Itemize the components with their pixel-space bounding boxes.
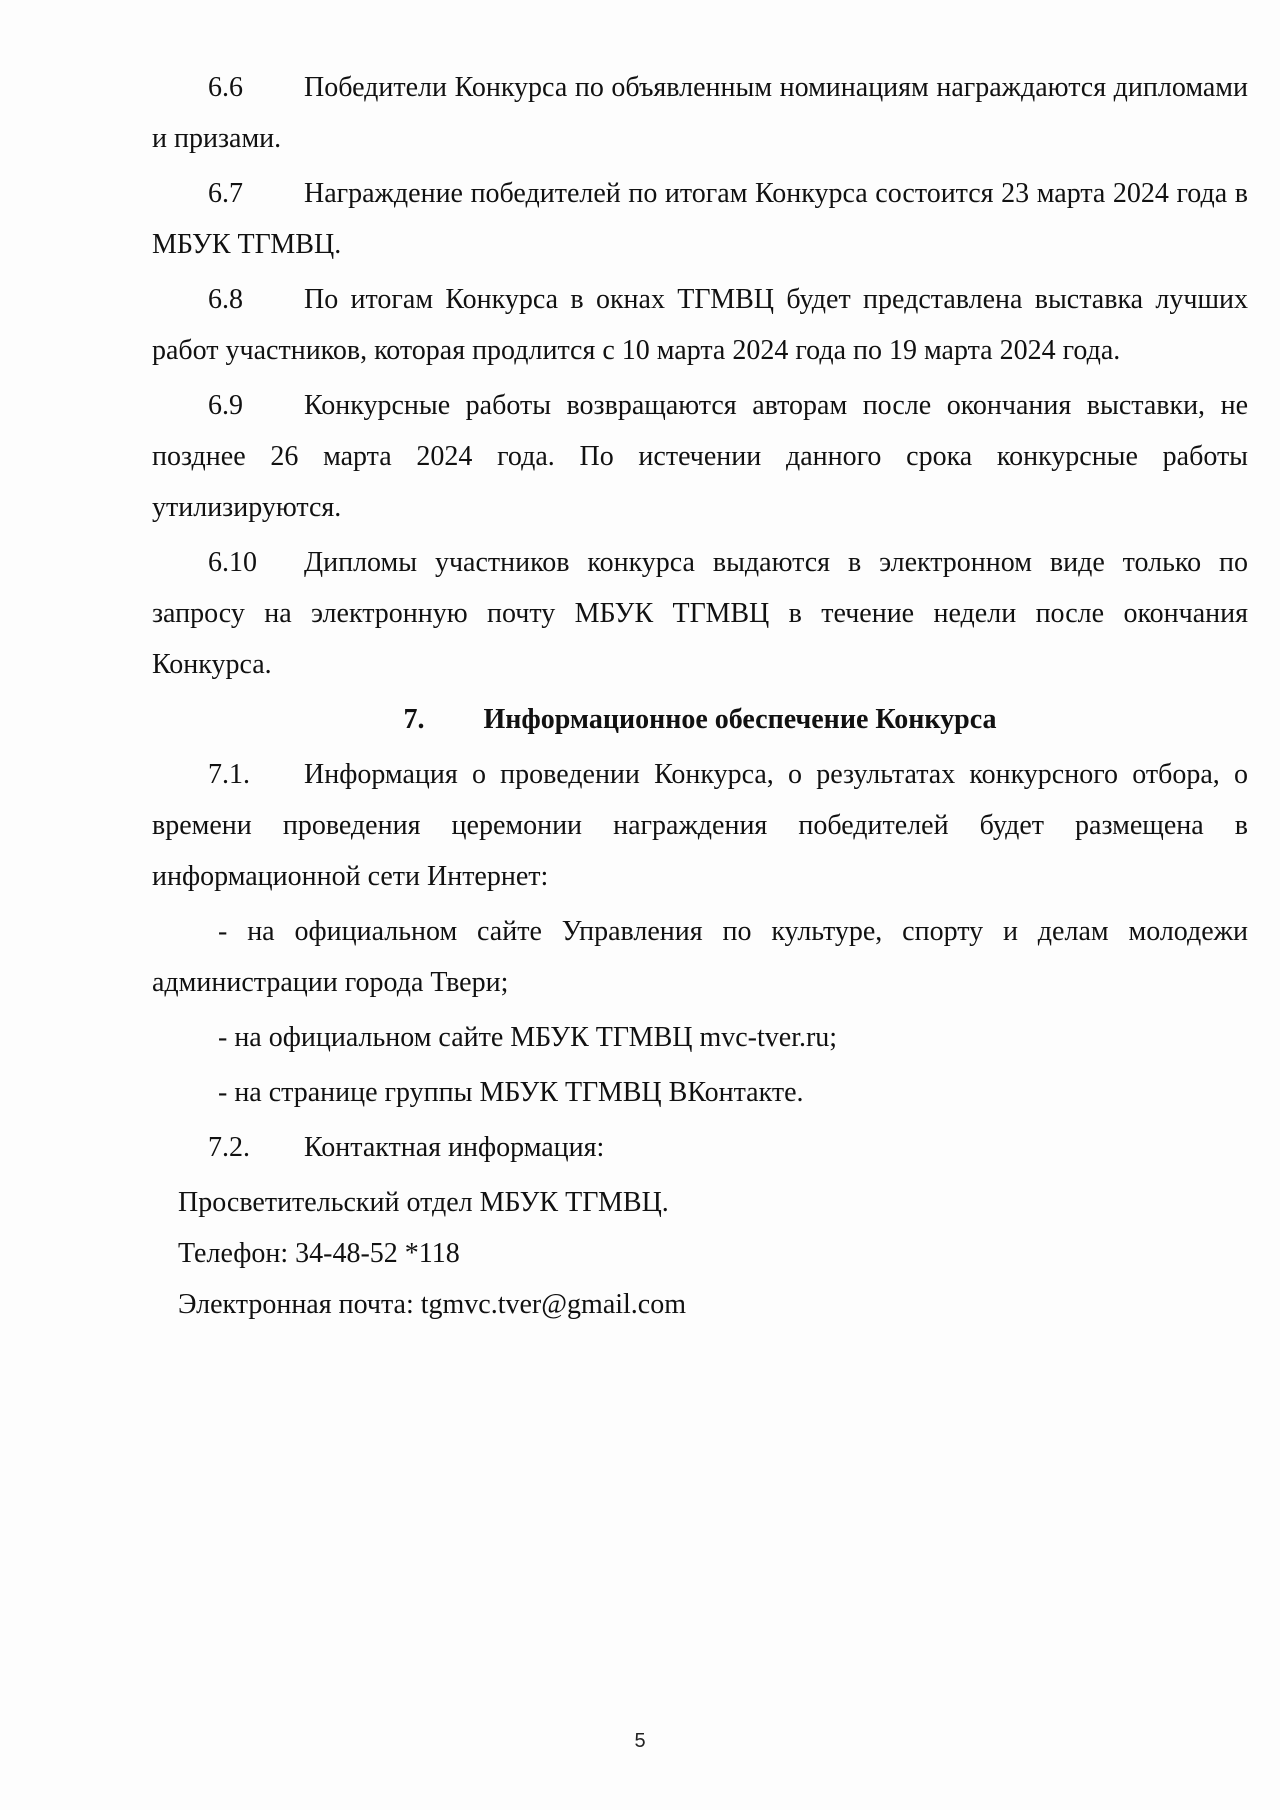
section-number: 7. xyxy=(403,704,425,735)
clause-text: Конкурсные работы возвращаются авторам после окончания выставки, не позднее 26 марта 2024 года. По истечении данного срока конкурсные работы утилизируются. xyxy=(152,390,1248,523)
clause-7-1 xyxy=(152,749,1248,902)
clause-text: Дипломы участников конкурса выдаются в электронном виде только по запросу на электронную почту МБУК ТГМВЦ в течение недели после окончания Конкурса. xyxy=(152,547,1248,680)
bullet-item: - на странице группы МБУК ТГМВЦ ВКонтакте. xyxy=(218,1077,804,1108)
clause-text: Награждение победителей по итогам Конкурса состоится 23 марта 2024 года в МБУК ТГМВЦ. xyxy=(152,178,1248,260)
clause-number: 7.1. xyxy=(208,759,250,790)
clause-7-2 xyxy=(152,1122,1248,1173)
contact-phone: Телефон: 34-48-52 *118 xyxy=(178,1238,460,1269)
clause-number: 7.2. xyxy=(208,1132,250,1163)
contact-email: Электронная почта: tgmvc.tver@gmail.com xyxy=(178,1289,687,1320)
clause-6-9 xyxy=(152,380,1248,533)
section-title: Информационное обеспечение Конкурса xyxy=(483,704,997,735)
bullet-item: - на официальном сайте Управления по культуре, спорту и делам молодежи администрации города Твери; xyxy=(152,916,1248,998)
clause-number: 6.10 xyxy=(208,547,257,578)
clause-text: Контактная информация: xyxy=(304,1132,605,1163)
section-heading-7 xyxy=(152,694,1248,745)
contact-department: Просветительский отдел МБУК ТГМВЦ. xyxy=(178,1187,669,1218)
clause-6-8 xyxy=(152,274,1248,376)
clause-text: По итогам Конкурса в окнах ТГМВЦ будет представлена выставка лучших работ участников, которая продлится с 10 марта 2024 года по 19 марта 2024 года. xyxy=(152,284,1248,366)
clause-6-7 xyxy=(152,168,1248,270)
clause-number: 6.8 xyxy=(208,284,243,315)
clause-number: 6.6 xyxy=(208,72,243,103)
clause-number: 6.9 xyxy=(208,390,243,421)
clause-text: Информация о проведении Конкурса, о результатах конкурсного отбора, о времени проведения церемонии награждения победителей будет размещена в информационной сети Интернет: xyxy=(152,759,1248,892)
bullet-item: - на официальном сайте МБУК ТГМВЦ mvc-tver.ru; xyxy=(218,1022,838,1053)
document-body xyxy=(152,62,1248,1330)
clause-6-6 xyxy=(152,62,1248,164)
page-number: 5 xyxy=(634,1730,646,1752)
clause-text: Победители Конкурса по объявленным номинациям награждаются дипломами и призами. xyxy=(152,72,1248,154)
clause-number: 6.7 xyxy=(208,178,243,209)
clause-6-10 xyxy=(152,537,1248,690)
